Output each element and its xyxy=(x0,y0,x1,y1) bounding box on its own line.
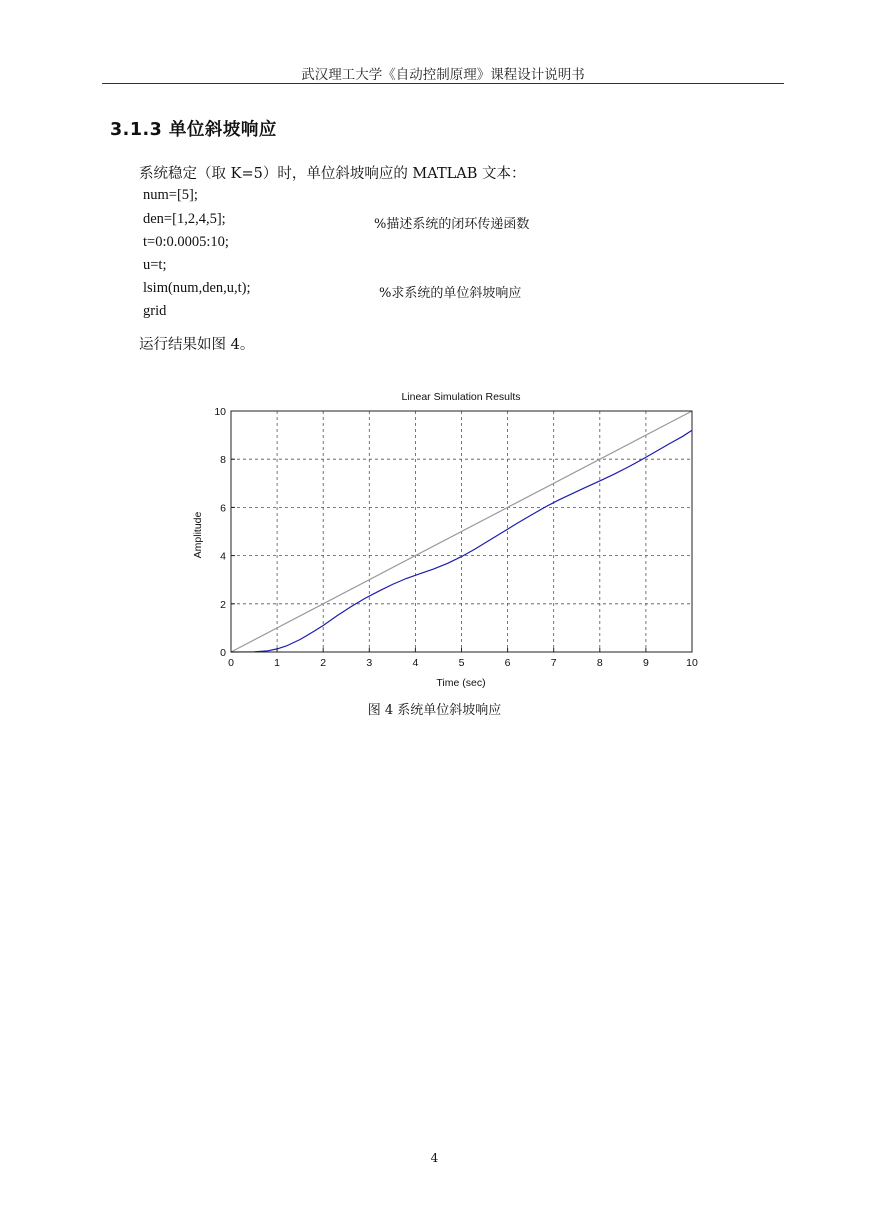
y-tick-label: 6 xyxy=(220,502,226,515)
code-comment: %描述系统的闭环传递函数 xyxy=(374,217,530,232)
y-tick-label: 2 xyxy=(220,598,226,611)
page-number: 4 xyxy=(430,1151,439,1165)
x-axis-label: Time (sec) xyxy=(436,677,486,689)
x-tick-label: 9 xyxy=(642,657,649,669)
y-tick-label: 10 xyxy=(214,406,226,418)
y-tick-label: 0 xyxy=(220,647,226,659)
figure-caption: 图 4 系统单位斜坡响应 xyxy=(367,703,502,718)
x-tick-label: 0 xyxy=(228,657,234,669)
code-line: lsim(num,den,u,t); xyxy=(143,280,251,296)
x-tick-label: 1 xyxy=(274,657,281,669)
y-tick-label: 8 xyxy=(220,454,226,467)
code-line: t=0:0.0005:10; xyxy=(143,234,229,250)
x-tick-label: 6 xyxy=(504,657,511,669)
section-title: 3.1.3 单位斜坡响应 xyxy=(110,120,277,140)
x-tick-label: 5 xyxy=(458,657,465,669)
result-text: 运行结果如图 4。 xyxy=(139,337,255,353)
code-line: den=[1,2,4,5]; xyxy=(143,211,226,227)
x-tick-label: 4 xyxy=(412,657,419,669)
x-tick-label: 3 xyxy=(366,657,373,669)
y-tick-label: 4 xyxy=(220,550,226,563)
plot-area xyxy=(214,406,698,669)
code-line: num=[5]; xyxy=(143,187,198,203)
x-tick-label: 7 xyxy=(550,657,557,669)
x-tick-label: 8 xyxy=(596,657,603,669)
header-rule xyxy=(102,83,784,84)
code-line: grid xyxy=(143,303,167,319)
x-tick-label: 2 xyxy=(320,657,327,669)
chart-title: Linear Simulation Results xyxy=(401,391,521,403)
y-axis-label: Amplitude xyxy=(192,511,204,559)
page-header: 武汉理工大学《自动控制原理》课程设计说明书 xyxy=(301,67,585,83)
ramp-response-chart xyxy=(185,384,700,689)
code-comment: %求系统的单位斜坡响应 xyxy=(379,286,522,301)
code-line: u=t; xyxy=(143,257,167,273)
intro-text: 系统稳定（取 K=5）时，单位斜坡响应的 MATLAB 文本： xyxy=(139,166,526,182)
x-tick-label: 10 xyxy=(686,657,698,669)
